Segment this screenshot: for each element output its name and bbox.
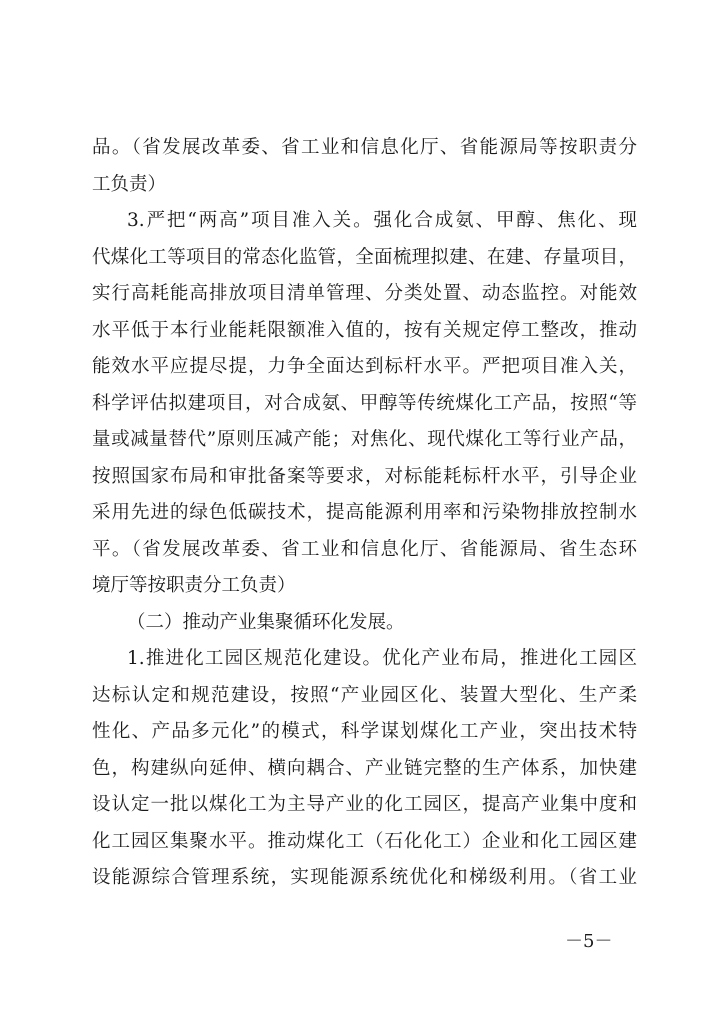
text-line: 色，构建纵向延伸、横向耦合、产业链完整的生产体系，加快建 — [92, 757, 637, 779]
text-line: 3.严把“两高”项目准入关。强化合成氨、甲醇、焦化、现 — [127, 210, 637, 231]
text-line: 工负责） — [92, 173, 167, 195]
text-line: 水平低于本行业能耗限额准入值的，按有关规定停工整改，推动 — [92, 319, 637, 341]
text-line: 设能源综合管理系统，实现能源系统优化和梯级利用。（省工业 — [92, 867, 637, 888]
text-line: 采用先进的绿色低碳技术，提高能源利用率和污染物排放控制水 — [92, 502, 637, 523]
text-line: 按照国家布局和审批备案等要求，对标能耗标杆水平，引导企业 — [92, 465, 637, 487]
text-line: 设认定一批以煤化工为主导产业的化工园区，提高产业集中度和 — [92, 794, 637, 815]
text-line: 化工园区集聚水平。推动煤化工（石化化工）企业和化工园区建 — [92, 830, 637, 852]
text-line: 达标认定和规范建设，按照“产业园区化、装置大型化、生产柔 — [92, 684, 637, 706]
text-line: 实行高耗能高排放项目清单管理、分类处置、动态监控。对能效 — [92, 283, 637, 304]
text-line: 科学评估拟建项目，对合成氨、甲醇等传统煤化工产品，按照“等 — [92, 392, 637, 414]
page-number: －5－ — [565, 931, 613, 952]
text-line: 1.推进化工园区规范化建设。优化产业布局，推进化工园区 — [127, 648, 637, 669]
text-line: 平。（省发展改革委、省工业和信息化厅、省能源局、省生态环 — [92, 538, 637, 560]
text-line: 品。（省发展改革委、省工业和信息化厅、省能源局等按职责分 — [92, 137, 637, 158]
text-line: 性化、产品多元化”的模式，科学谋划煤化工产业，突出技术特 — [92, 721, 637, 742]
text-line: 量或减量替代”原则压减产能；对焦化、现代煤化工等行业产品， — [92, 429, 637, 450]
text-line: 代煤化工等项目的常态化监管，全面梳理拟建、在建、存量项目， — [92, 246, 637, 268]
text-line: 能效水平应提尽提，力争全面达到标杆水平。严把项目准入关， — [92, 356, 637, 377]
text-line: （二）推动产业集聚循环化发展。 — [127, 611, 405, 633]
text-line: 境厅等按职责分工负责） — [92, 575, 296, 596]
